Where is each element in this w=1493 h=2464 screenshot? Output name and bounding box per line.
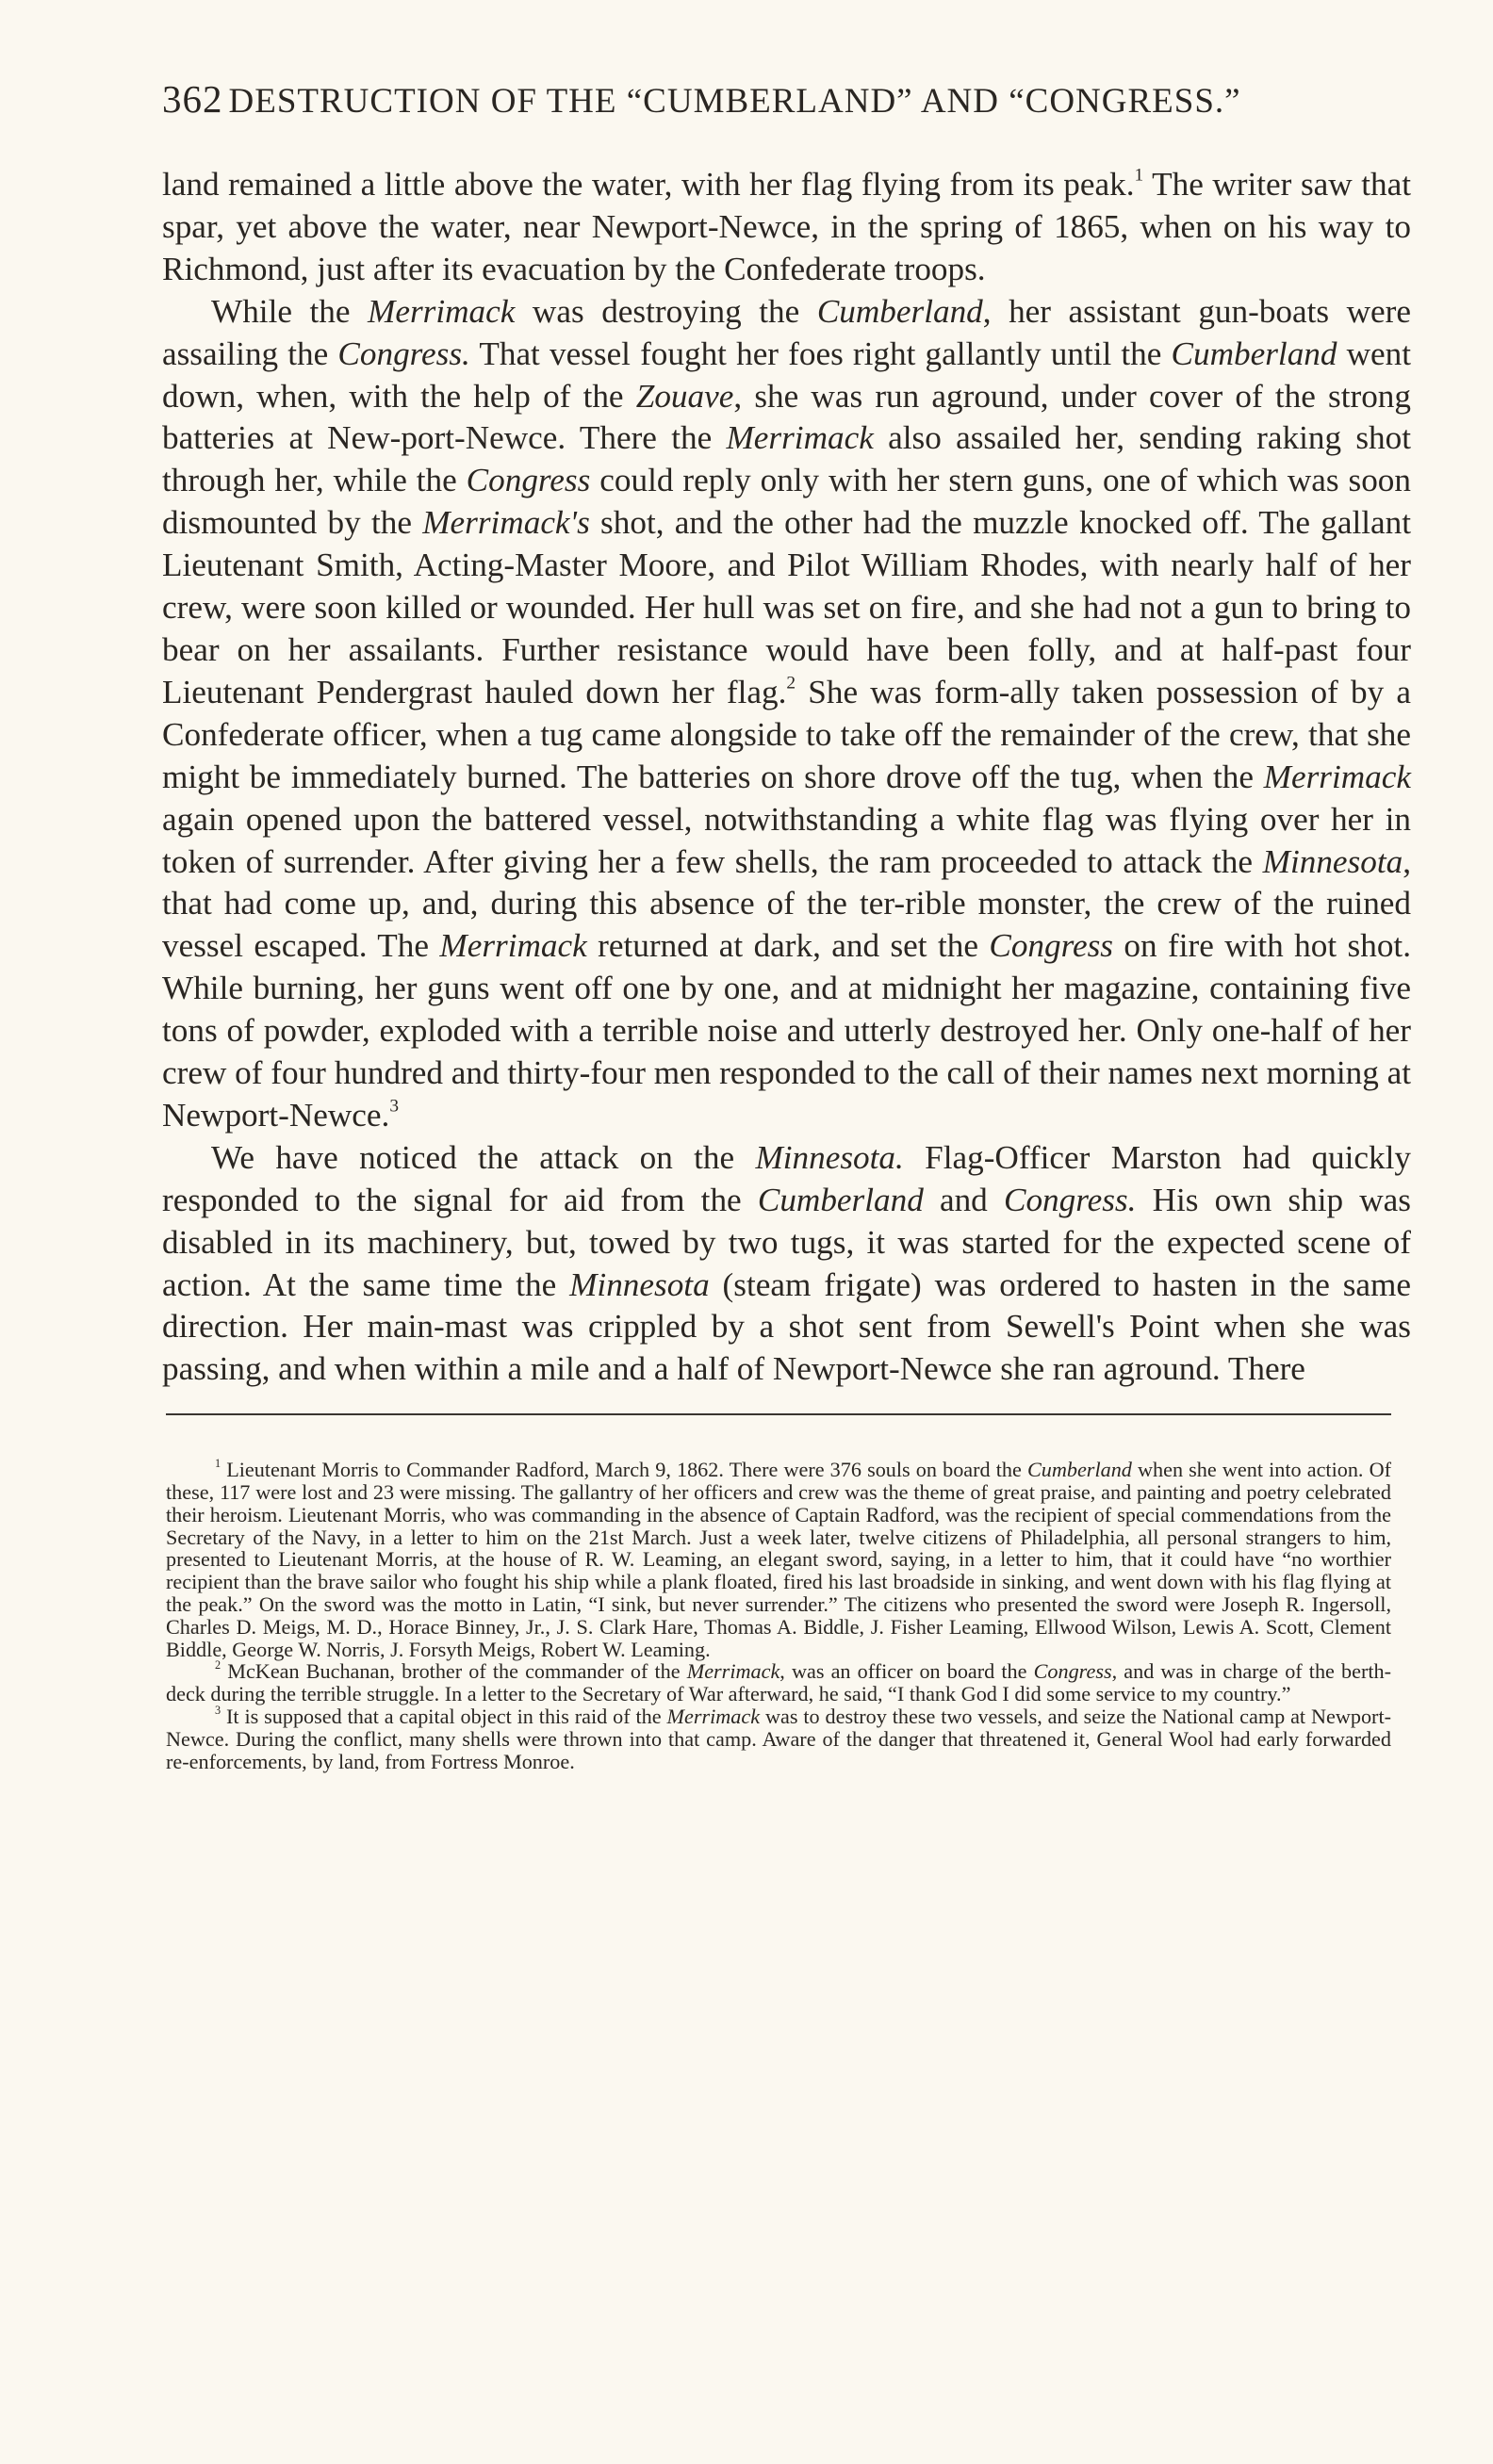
- ship-name: Congress: [1033, 1659, 1112, 1684]
- paragraph-3: [162, 1137, 1411, 1391]
- ship-name: Cumberland: [1171, 335, 1337, 372]
- text-run: , was an officer on board the: [779, 1659, 1034, 1684]
- text-run: on fire with hot shot. While burning, her guns went off one by one, and at midnight her magazine, containing five tons of powder, exploded with a terrible noise and utterly destroyed her. Only one-half of her crew of four hundred and thirty-four men responded to the call of their names next morning at Newport-Newce.: [162, 927, 1411, 1134]
- text-run: The writer saw that spar, yet above the water, near Newport-Newce, in the spring of 1865, when on his way to Richmond, just after its evacuation by the Confederate troops.: [162, 166, 1411, 287]
- ship-name: Congress.: [337, 335, 470, 372]
- ship-name: Minnesota: [1262, 842, 1403, 880]
- text-run: again opened upon the battered vessel, notwithstanding a white flag was flying over her in token of surrender. After giving her a few shells, the ram proceeded to attack the: [162, 800, 1411, 880]
- footnotes: [166, 1459, 1391, 1772]
- footnote-ref-2: 2: [786, 673, 796, 694]
- page-number: 362: [162, 77, 223, 121]
- text-run: and: [923, 1181, 1004, 1218]
- text-run: His own ship was disabled in its machinery, but, towed by two tugs, it was started for the expected scene of action. At the same time the: [162, 1181, 1411, 1303]
- text-run: could reply only with her stern guns, one of which was soon dismounted by the: [162, 462, 1411, 542]
- footnote-mark: 2: [215, 1658, 221, 1673]
- ship-name: Cumberland: [1026, 1458, 1132, 1482]
- ship-name: Zouave: [635, 377, 734, 415]
- text-run: when she went into action. Of these, 117 were lost and 23 were missing. The gallantry of her officers and crew was the theme of great praise, and painting and poetry celebrated their heroism. Lieutenant Morris, who was commanding in the absence of Captain Radford, was the recipient of special commendations from the Secretary of the Navy, in a letter to him on the 21st March. Just a week later, twelve citizens of Philadelphia, all personal strangers to him, presented to Lieutenant Morris, at the house of R. W. Leaming, an elegant sword, saying, in a letter to him, that it could have “no worthier recipient than the brave sailor who fought his ship while a plank floated, fired his last broadside in sinking, and went down with his flag flying at the peak.” On the sword was the motto in Latin, “I sink, but never surrender.” The citizens who presented the sword were Joseph R. Ingersoll, Charles D. Meigs, M. D., Horace Binney, Jr., J. S. Clark Hare, Thomas A. Biddle, J. Fisher Leaming, Ellwood Wilson, Lewis A. Scott, Clement Biddle, George W. Norris, J. Forsyth Meigs, Robert W. Leaming.: [166, 1458, 1391, 1661]
- text-run: also assailed her, sending raking shot through her, while the: [162, 419, 1411, 499]
- text-run: was destroying the: [515, 292, 817, 330]
- text-run: land remained a little above the water, with her flag flying from its peak.: [162, 166, 1135, 203]
- text-run: went down, when, with the help of the: [162, 335, 1412, 415]
- ship-name: Merrimack: [686, 1659, 780, 1684]
- footnote-ref-3: 3: [389, 1096, 400, 1117]
- text-run: , and was in charge of the berth-deck during the terrible struggle. In a letter to the Secretary of War afterward, he said, “I thank God I did some service to my country.”: [166, 1659, 1391, 1706]
- footnote-ref-1: 1: [1134, 165, 1144, 186]
- ship-name: Cumberland: [816, 292, 983, 330]
- text-run: Flag-Officer Marston had quickly responded to the signal for aid from the: [162, 1138, 1411, 1218]
- book-page: [162, 75, 1411, 1772]
- text-run: We have noticed the attack on the: [211, 1138, 756, 1176]
- text-run: Lieutenant Morris to Commander Radford, March 9, 1862. There were 376 souls on board the: [221, 1458, 1027, 1482]
- ship-name: Congress.: [1003, 1181, 1137, 1218]
- text-run: was to destroy these two vessels, and seize the National camp at Newport-Newce. During the conflict, many shells were thrown into that camp. Aware of the danger that threatened it, General Wool had early forwarded re-enforcements, by land, from Fortress Monroe.: [166, 1705, 1391, 1773]
- footnote-3: [166, 1705, 1391, 1772]
- footnote-1: [166, 1459, 1391, 1660]
- text-run: , she was run aground, under cover of the strong batteries at New-port-Newce. There the: [162, 377, 1411, 457]
- ship-name: Merrimack: [666, 1705, 761, 1729]
- text-run: , her assistant gun-boats were assailing the: [162, 292, 1412, 372]
- text-run: McKean Buchanan, brother of the commander of the: [221, 1659, 687, 1684]
- text-run: (steam frigate) was ordered to hasten in the same direction. Her main-mast was crippled by a shot sent from Sewell's Point when she was passing, and when within a mile and a half of Newport-Newce she ran aground. There: [162, 1265, 1411, 1388]
- ship-name: Merrimack: [1263, 758, 1411, 795]
- ship-name: Minnesota.: [755, 1138, 904, 1176]
- paragraph-1: [162, 164, 1411, 291]
- text-run: That vessel fought her foes right gallantly until the: [469, 335, 1172, 372]
- text-run: While the: [211, 292, 369, 330]
- body-text: [162, 164, 1411, 1391]
- ship-name: Congress: [989, 927, 1114, 965]
- ship-name: Congress: [466, 462, 591, 499]
- ship-name: Merrimack's: [422, 504, 590, 542]
- ship-name: Merrimack: [368, 292, 516, 330]
- footnote-mark: 1: [215, 1457, 221, 1471]
- text-run: , that had come up, and, during this absence of the ter-rible monster, the crew of the ruined vessel escaped. The: [162, 842, 1411, 965]
- paragraph-2: [162, 291, 1411, 1137]
- ship-name: Merrimack: [726, 419, 874, 457]
- ship-name: Cumberland: [757, 1181, 924, 1218]
- text-run: shot, and the other had the muzzle knocked off. The gallant Lieutenant Smith, Acting-Master Moore, and Pilot William Rhodes, with nearly half of her crew, were soon killed or wounded. Her hull was set on fire, and she had not a gun to bring to bear on her assailants. Further resistance would have been folly, and at half-past four Lieutenant Pendergrast hauled down her flag.: [162, 504, 1411, 710]
- chapter-title: DESTRUCTION OF THE “CUMBERLAND” AND “CONGRESS.”: [228, 82, 1241, 121]
- footnote-2: [166, 1660, 1391, 1705]
- running-head: [162, 75, 1411, 122]
- footnote-mark: 3: [215, 1704, 221, 1718]
- text-run: It is supposed that a capital object in this raid of the: [221, 1705, 667, 1729]
- footnote-divider: [166, 1413, 1391, 1415]
- text-run: She was form-ally taken possession of by a Confederate officer, when a tug came alongside to take off the remainder of the crew, that she might be immediately burned. The batteries on shore drove off the tug, when the: [162, 673, 1411, 795]
- ship-name: Merrimack: [439, 927, 587, 965]
- ship-name: Minnesota: [569, 1265, 710, 1303]
- text-run: returned at dark, and set the: [586, 927, 990, 965]
